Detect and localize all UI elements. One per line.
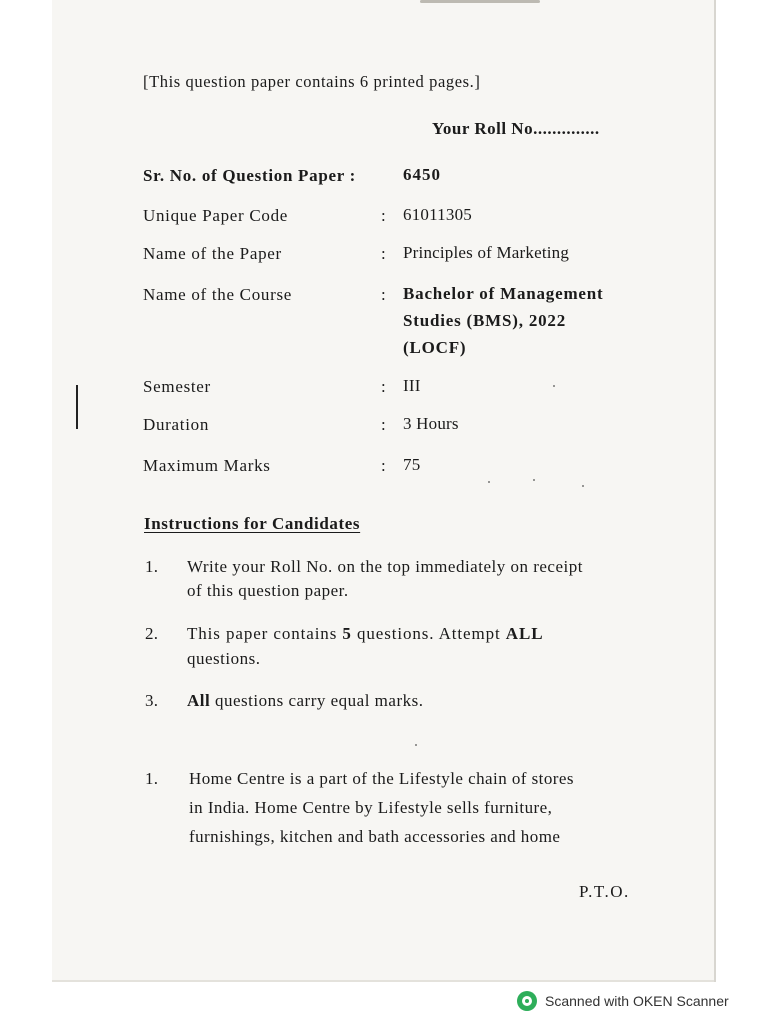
sr-no-label: Sr. No. of Question Paper : [143,166,356,185]
instruction-text-part: This paper contains [187,624,343,643]
duration-label: Duration [143,415,210,434]
instruction-text-part: questions carry equal marks. [210,691,424,710]
colon: : [381,415,387,434]
paper-code-label: Unique Paper Code [143,206,289,225]
scanner-credit: Scanned with OKEN Scanner [545,993,729,1009]
speck [533,479,535,481]
margin-pen-mark [76,385,78,429]
colon: : [381,377,387,396]
sr-no-value: 6450 [403,165,441,184]
instruction-number: 2. [145,624,159,643]
instruction-text: of this question paper. [187,581,349,600]
speck [415,744,417,746]
semester-label: Semester [143,377,211,396]
question-text-line: Home Centre is a part of the Lifestyle chain of stores [189,769,574,788]
colon: : [381,285,387,304]
attempt-all: ALL [505,624,544,643]
please-turn-over: P.T.O. [579,882,630,901]
scan-smudge [420,0,540,3]
instruction-text [187,624,543,644]
instruction-number: 3. [145,691,159,710]
instructions-title: Instructions for Candidates [144,514,361,533]
paper-name-value: Principles of Marketing [403,243,570,262]
oken-scanner-logo-icon [517,991,537,1011]
duration-value: 3 Hours [403,414,459,433]
speck [488,481,490,483]
instruction-text: Write your Roll No. on the top immediately on receipt [187,557,583,576]
question-number: 1. [145,769,159,788]
course-name-label: Name of the Course [143,285,293,304]
instruction-text [187,691,423,711]
question-text-line: in India. Home Centre by Lifestyle sells furniture, [189,798,553,817]
question-count: 5 [342,624,352,643]
roll-number-field: Your Roll No.............. [432,119,600,138]
question-text-line: furnishings, kitchen and bath accessories and home [189,827,561,846]
max-marks-label: Maximum Marks [143,456,271,475]
course-name-line: Studies (BMS), 2022 [403,311,567,330]
course-name-line: (LOCF) [403,338,467,357]
colon: : [381,456,387,475]
instruction-number: 1. [145,557,159,576]
paper-code-value: 61011305 [403,205,472,224]
paper-name-label: Name of the Paper [143,244,282,263]
semester-value: III [403,376,421,395]
colon: : [381,206,387,225]
scanner-watermark [517,990,729,1012]
instruction-text: questions. [187,649,261,668]
page-count-note: [This question paper contains 6 printed pages.] [143,72,481,91]
instruction-text-part: questions. Attempt [351,624,506,643]
speck [553,385,555,387]
max-marks-value: 75 [403,455,421,474]
speck [582,485,584,487]
all-emphasis: All [187,691,211,710]
colon: : [381,244,387,263]
course-name-line: Bachelor of Management [403,284,604,303]
